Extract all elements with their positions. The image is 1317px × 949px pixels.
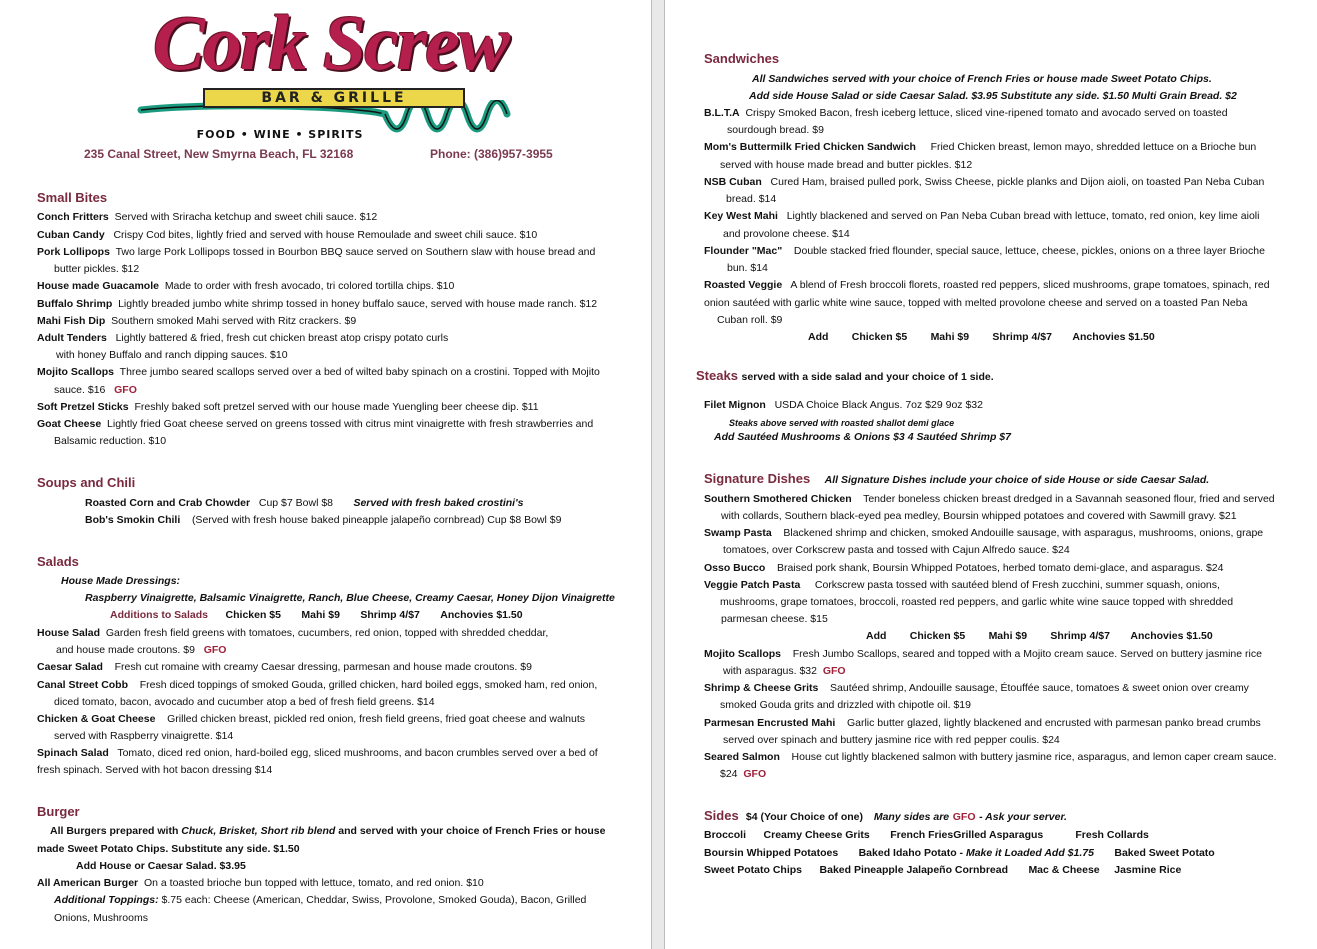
add-anchovies: Anchovies $1.50 [1072,331,1155,343]
sides-row [704,864,1181,877]
item-desc-cont-text: with asparagus. $32 [723,665,817,677]
side-item: Boursin Whipped Potatoes [704,847,839,859]
section-title-signature: Signature Dishes [704,471,811,486]
signature-adds [866,630,1213,643]
add-label: Add [866,630,887,642]
item-desc-cont: bread. $14 [726,193,777,205]
side-item: Sweet Potato Chips [704,864,803,876]
menu-item [37,246,595,259]
item-desc: Cured Ham, braised pulled pork, Swiss Cheese, pickle planks and Dijon aioli, on toasted Pan Neba Cuban [770,176,1265,188]
item-desc-cont: fresh spinach. Served with hot bacon dressing $14 [37,764,273,776]
item-desc: Fresh diced toppings of smoked Gouda, grilled chicken, hard boiled eggs, smoked ham, red onion, [139,679,598,691]
item-name: Osso Bucco [704,562,766,574]
item-desc-cont: served over spinach and buttery jasmine rice with red pepper coulis. $24 [723,734,1060,746]
menu-item [704,682,1249,695]
section-title-sandwiches: Sandwiches [704,51,780,66]
item-name: House made Guacamole [37,280,159,292]
page-gutter [651,0,665,949]
item-desc: Blackened shrimp and chicken, smoked Andouille sausage, with asparagus, mushrooms, onions, grape [783,527,1264,539]
section-title-soups: Soups and Chili [37,475,136,490]
item-desc-cont: smoked Gouda grits and drizzled with chipotle oil. $19 [720,699,971,711]
side-item-loaded: Make it Loaded Add $1.75 [965,847,1094,859]
item-desc-cont: parmesan cheese. $15 [721,613,828,625]
item-desc: Lightly battered & fried, fresh cut chicken breast atop crispy potato curls [115,332,449,344]
menu-item [704,579,1220,592]
add-mahi: Mahi $9 [930,331,970,343]
item-name: Soft Pretzel Sticks [37,401,129,413]
sandwich-note-2-text: Add side House Salad or side Caesar Salad. $3.95 Substitute any side. $1.50 Multi Grain Bread. $2 [749,90,1237,102]
menu-item [704,107,1228,120]
sides-header [704,808,1067,825]
side-item: Baked Pineapple Jalapeño Cornbread [819,864,1009,876]
signature-note: All Signature Dishes include your choice of side House or side Caesar Salad. [824,474,1210,486]
item-desc: Lightly breaded jumbo white shrimp tossed in honey buffalo sauce, served with house made ranch. $12 [118,298,598,310]
item-name: Filet Mignon [704,399,766,411]
item-desc: Tomato, diced red onion, hard-boiled egg, sliced mushrooms, and bacon crumbles served over a bed of [117,747,598,759]
item-desc-cont: served with Raspberry vinaigrette. $14 [54,730,234,742]
menu-item [37,747,598,760]
sides-row [704,829,1149,842]
addition-shrimp: Shrimp 4/$7 [360,609,420,621]
item-desc: Corkscrew pasta tossed with sautéed blend of Fresh zucchini, summer squash, onions, [814,579,1220,591]
menu-item [37,366,600,379]
item-name: Roasted Corn and Crab Chowder [85,497,251,509]
item-desc-cont [720,768,766,781]
add-anchovies: Anchovies $1.50 [1130,630,1213,642]
menu-item [704,279,1270,292]
item-desc-cont-text: and house made croutons. $9 [56,644,195,656]
section-title-burger: Burger [37,804,80,819]
sandwich-note-1 [752,73,1212,86]
add-shrimp: Shrimp 4/$7 [1050,630,1110,642]
item-name: Chicken & Goat Cheese [37,713,156,725]
menu-item [85,514,561,527]
sides-note-b: - Ask your server. [979,811,1067,823]
gfo-badge: GFO [822,665,846,677]
item-desc: Cup $7 Bowl $8 [258,497,334,509]
side-item: French FriesGrilled Asparagus [890,829,1044,841]
add-chicken: Chicken $5 [909,630,966,642]
menu-item [704,245,1265,258]
sides-row [704,847,1215,860]
item-desc: Lightly blackened and served on Pan Neba Cuban bread with lettuce, tomato, red onion, key lime aioli [786,210,1260,222]
menu-item [37,877,484,890]
gfo-badge: GFO [743,768,767,780]
sides-gfo: GFO [952,811,976,823]
steaks-add [714,431,1011,444]
item-desc: Braised pork shank, Boursin Whipped Potatoes, herbed tomato demi-glace, and asparagus. $24 [776,562,1224,574]
side-item: Baked Idaho Potato - [858,847,964,859]
menu-item [704,399,983,412]
side-item: Baked Sweet Potato [1114,847,1215,859]
steaks-note [729,417,954,430]
burger-intro-line3 [76,860,246,873]
item-name: Spinach Salad [37,747,109,759]
addition-mahi: Mahi $9 [301,609,340,621]
item-desc: Made to order with fresh avocado, tri colored tortilla chips. $10 [164,280,455,292]
item-name: Conch Fritters [37,211,109,223]
menu-item [704,648,1262,661]
item-desc: Double stacked fried flounder, special sauce, lettuce, cheese, pickles, onions on a three layer Brioche [793,245,1265,257]
side-item: Creamy Cheese Grits [763,829,870,841]
dressings-list [85,592,615,605]
item-name: Seared Salmon [704,751,780,763]
item-desc: House cut lightly blackened salmon with buttery jasmine rice, asparagus, and lemon caper cream sauce. [791,751,1277,763]
item-desc: Garden fresh field greens with tomatoes, cucumbers, red onion, topped with shredded cheddar, [105,627,549,639]
logo-subtitle: BAR & GRILLE [203,88,465,108]
menu-item [37,713,585,726]
signature-header [704,471,1209,488]
steaks-add-text: Add Sautéed Mushrooms & Onions $3 4 Sautéed Shrimp $7 [714,431,1011,443]
item-desc-cont: with honey Buffalo and ranch dipping sauces. $10 [56,349,288,361]
menu-item [37,679,597,692]
item-note: Served with fresh baked crostini's [353,497,524,509]
item-desc: On a toasted brioche bun topped with lettuce, tomato, and red onion. $10 [143,877,484,889]
item-name: Caesar Salad [37,661,103,673]
side-item: Mac & Cheese [1028,864,1100,876]
item-desc-cont: butter pickles. $12 [54,263,140,275]
item-desc: Tender boneless chicken breast dredged in a Savannah seasoned flour, fried and served [863,493,1275,505]
sandwich-adds [808,331,1155,344]
item-name: Mahi Fish Dip [37,315,106,327]
burger-blend: Chuck, Brisket, Short rib blend [181,825,336,837]
gfo-badge: GFO [203,644,227,656]
add-shrimp: Shrimp 4/$7 [992,331,1052,343]
logo-tagline: FOOD • WINE • SPIRITS [196,128,364,141]
toppings-label: Additional Toppings: [54,894,159,906]
menu-item [37,229,537,242]
menu-item [37,661,532,674]
menu-item [85,497,523,510]
toppings-cont: Onions, Mushrooms [54,912,148,924]
item-name: House Salad [37,627,101,639]
sandwich-note-2 [749,90,1237,103]
item-name: B.L.T.A [704,107,740,119]
item-desc: Fresh Jumbo Scallops, seared and topped with a Mojito cream sauce. Served on buttery jasmine rice [792,648,1262,660]
side-item: Broccoli [704,829,747,841]
sides-price: $4 (Your Choice of one) [745,811,863,823]
dressings-list-text: Raspberry Vinaigrette, Balsamic Vinaigrette, Ranch, Blue Cheese, Creamy Caesar, Honey Dijon Vinaigrette [85,592,615,604]
menu-item [37,332,448,345]
item-name: Flounder "Mac" [704,245,783,257]
steaks-note-text: Steaks above served with roasted shallot demi glace [729,418,955,428]
toppings-text: $.75 each: Cheese (American, Cheddar, Swiss, Provolone, Smoked Gouda), Bacon, Grilled [161,894,587,906]
burger-intro-c: and served with your choice of French Fries or house [338,825,606,837]
item-name: NSB Cuban [704,176,762,188]
item-desc: Southern smoked Mahi served with Ritz crackers. $9 [111,315,357,327]
menu-item [704,493,1275,506]
steaks-header [696,368,994,385]
item-desc: Served with Sriracha ketchup and sweet chili sauce. $12 [114,211,378,223]
item-desc: Sautéed shrimp, Andouille sausage, Étouffée sauce, tomatoes & sweet onion over creamy [830,682,1249,694]
gfo-badge: GFO [114,384,137,396]
menu-page-right [665,0,1317,949]
item-name: Southern Smothered Chicken [704,493,852,505]
salad-additions [110,609,523,622]
restaurant-phone: Phone: (386)957-3955 [430,147,553,161]
addition-chicken: Chicken $5 [225,609,281,621]
item-desc: Lightly fried Goat cheese served on greens tossed with citrus mint vinaigrette with fresh strawberries and [107,418,594,430]
menu-item [704,141,1256,154]
item-desc-cont: onion sautéed with garlic white wine sauce, topped with melted provolone cheese and served on a toasted Pan Neba [704,297,1248,309]
menu-item [37,211,377,224]
burger-toppings [54,894,586,907]
item-desc: Crispy Cod bites, lightly fried and served with house Remoulade and sweet chili sauce. $10 [113,229,538,241]
item-desc: Grilled chicken breast, pickled red onion, fresh field greens, fried goat cheese and walnuts [167,713,586,725]
item-desc-cont [54,384,137,397]
sides-note-a: Many sides are [873,811,950,823]
section-title-steaks: Steaks [696,368,738,383]
burger-intro-a: All Burgers prepared with [50,825,179,837]
menu-item [704,562,1223,575]
side-item: Fresh Collards [1075,829,1149,841]
item-name: All American Burger [37,877,139,889]
item-desc-cont [723,665,846,678]
item-desc-cont: and provolone cheese. $14 [723,228,850,240]
item-name: Parmesan Encrusted Mahi [704,717,836,729]
menu-item [704,176,1264,189]
item-name: Goat Cheese [37,418,102,430]
item-desc: Crispy Smoked Bacon, fresh iceberg lettuce, sliced vine-ripened tomato and avocado served on toasted [745,107,1228,119]
item-desc: (Served with fresh house baked pineapple jalapeño cornbread) Cup $8 Bowl $9 [191,514,562,526]
menu-item [37,315,356,328]
section-title-salads: Salads [37,554,79,569]
item-desc-cont [56,644,226,657]
item-desc-cont: Cuban roll. $9 [717,314,783,326]
item-name: Swamp Pasta [704,527,772,539]
item-name: Pork Lollipops [37,246,110,258]
item-name: Buffalo Shrimp [37,298,113,310]
addition-anchovies: Anchovies $1.50 [440,609,523,621]
menu-item [37,401,539,414]
add-label: Add [808,331,829,343]
item-name: Mojito Scallops [704,648,782,660]
item-desc: Fried Chicken breast, lemon mayo, shredded lettuce on a Brioche bun [930,141,1257,153]
menu-item [37,418,593,431]
add-chicken: Chicken $5 [851,331,908,343]
steaks-subtitle: served with a side salad and your choice of 1 side. [741,371,994,383]
item-name: Mojito Scallops [37,366,115,378]
item-desc: A blend of Fresh broccoli florets, roasted red peppers, sliced mushrooms, grape tomatoes, spinach, red [790,279,1270,291]
item-desc-cont: with collards, Southern black-eyed pea medley, Boursin whipped potatoes and covered with Sawmill gravy. $21 [721,510,1237,522]
item-desc-cont-text: $24 [720,768,738,780]
menu-item [704,751,1277,764]
menu-item [37,280,454,293]
burger-intro-3: Add House or Caesar Salad. $3.95 [76,860,246,872]
restaurant-address: 235 Canal Street, New Smyrna Beach, FL 32168 [84,147,354,161]
burger-intro-line2 [37,843,300,856]
item-name: Mom's Buttermilk Fried Chicken Sandwich [704,141,916,153]
menu-item [704,210,1259,223]
menu-item [37,298,597,311]
item-name: Roasted Veggie [704,279,783,291]
item-desc-cont-text: sauce. $16 [54,384,106,396]
item-desc: Freshly baked soft pretzel served with our house made Yuengling beer cheese dip. $11 [134,401,539,413]
sandwich-note-1-text: All Sandwiches served with your choice of French Fries or house made Sweet Potato Chips. [752,73,1212,85]
menu-item [37,627,548,640]
item-name: Canal Street Cobb [37,679,129,691]
burger-intro [50,825,605,838]
item-desc-cont: mushrooms, grape tomatoes, broccoli, roasted red peppers, and garlic white wine sauce topped with shredded [720,596,1234,608]
menu-item [704,717,1261,730]
dressings-label [61,575,180,588]
side-item: Jasmine Rice [1114,864,1182,876]
section-title-small-bites: Small Bites [37,190,108,205]
burger-intro-2: made Sweet Potato Chips. Substitute any side. $1.50 [37,843,300,855]
item-name: Key West Mahi [704,210,778,222]
item-desc: USDA Choice Black Angus. 7oz $29 9oz $32 [774,399,983,411]
item-name: Cuban Candy [37,229,105,241]
section-title-sides: Sides [704,808,739,823]
corkscrew-logo [135,0,525,146]
item-desc: Garlic butter glazed, lightly blackened and encrusted with parmesan panko bread crumbs [846,717,1261,729]
item-desc-cont: bun. $14 [727,262,768,274]
add-mahi: Mahi $9 [988,630,1028,642]
item-desc-cont: tomatoes, over Corkscrew pasta and tossed with Cajun Alfredo sauce. $24 [723,544,1070,556]
item-desc: Fresh cut romaine with creamy Caesar dressing, parmesan and house made croutons. $9 [114,661,532,673]
item-desc: Two large Pork Lollipops tossed in Bourbon BBQ sauce served on Southern slaw with house bread and [115,246,596,258]
item-desc-cont: diced tomato, bacon, avocado and cucumber atop a bed of fresh field greens. $14 [54,696,435,708]
item-desc-cont: served with house made bread and butter pickles. $12 [720,159,973,171]
item-name: Veggie Patch Pasta [704,579,801,591]
logo-script: Cork Screw [153,0,508,86]
menu-item [704,527,1263,540]
item-desc: Three jumbo seared scallops served over a bed of wilted baby spinach on a crostini. Topped with Mojito [119,366,600,378]
item-name: Adult Tenders [37,332,107,344]
dressings-label-text: House Made Dressings: [61,575,181,587]
menu-page-left [0,0,651,949]
item-desc-cont: sourdough bread. $9 [727,124,824,136]
item-name: Shrimp & Cheese Grits [704,682,819,694]
additions-label: Additions to Salads [110,609,209,621]
item-desc-cont: Balsamic reduction. $10 [54,435,167,447]
item-name: Bob's Smokin Chili [85,514,181,526]
